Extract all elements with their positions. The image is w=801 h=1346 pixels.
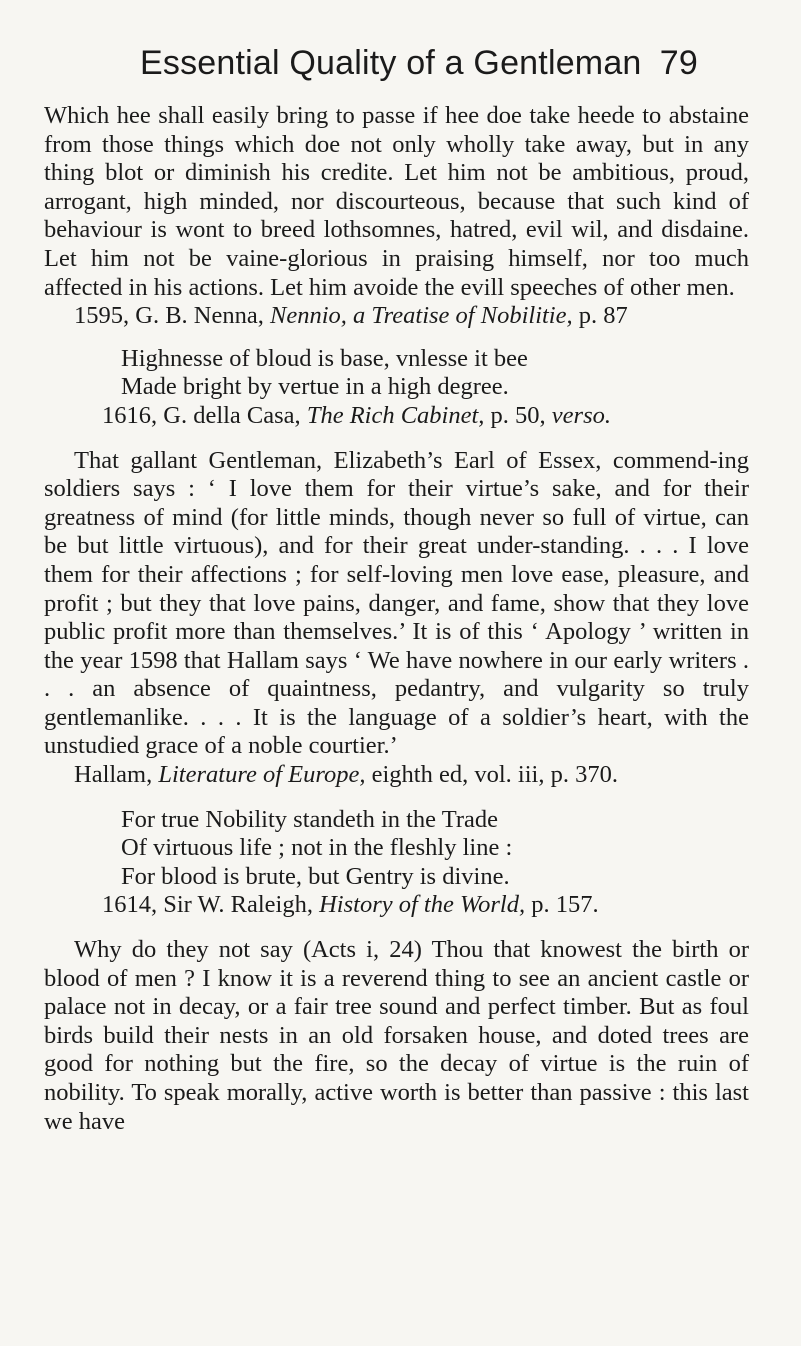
citation-della-casa-mid: p. 50, [484,401,552,429]
verse-line: For true Nobility standeth in the Trade [121,805,498,833]
citation-hallam-title: Literature of Europe, [158,761,366,789]
verse-della-casa [121,345,749,402]
verse-line: Of virtuous life ; not in the fleshly line : [121,834,513,862]
verse-line: Highnesse of bloud is base, vnlesse it bee [121,344,528,372]
citation-raleigh-suffix: p. 157. [525,891,599,919]
citation-nenna-title: Nennio, a Treatise of Nobilitie, [269,302,573,330]
citation-nenna [44,302,749,331]
citation-della-casa-verso: verso. [551,401,611,429]
passage-essex: That gallant Gentleman, Elizabeth’s Earl of Essex, commend-ing soldiers says : ‘ I love them for their virtue’s sake, and for their greatness of mind (for little minds, though never so full of virtue, can be but little virtuous), and for their great under-standing. . . . I love them for their affections ; for self-loving men love ease, pleasure, and profit ; but they that love pains, danger, and fame, show that they love public profit more than themselves.’ It is of this ‘ Apology ’ written in the year 1598 that Hallam says ‘ We have nowhere in our early writers . . . an absence of quaintness, pedantry, and vulgarity so truly gentlemanlike. . . . It is the language of a soldier’s heart, with the unstudied grace of a noble courtier.’ [44,446,749,760]
citation-nenna-prefix: 1595, G. B. Nenna, [74,302,270,330]
citation-hallam [44,761,749,790]
passage-acts: Why do they not say (Acts i, 24) Thou that knowest the birth or blood of men ? I know it is a reverend thing to see an ancient castle or palace not in decay, or a fair tree sound and perfect timber. But as foul birds build their nests in an old forsaken house, and doted trees are good for nothing but the fire, so the decay of virtue is the ruin of nobility. To speak morally, active worth is better than passive : this last we have [44,936,749,1135]
citation-della-casa-prefix: 1616, G. della Casa, [102,401,307,429]
citation-raleigh-title: History of the World, [319,891,526,919]
citation-raleigh-prefix: 1614, Sir W. Raleigh, [102,891,320,919]
verse-line: For blood is brute, but Gentry is divine. [121,862,510,890]
citation-della-casa [44,402,749,431]
citation-hallam-prefix: Hallam, [74,761,159,789]
body-text [44,102,749,1136]
verse-raleigh [121,806,749,892]
page-number: 79 [659,44,698,82]
citation-della-casa-title: The Rich Cabinet, [306,401,485,429]
passage-nenna: Which hee shall easily bring to passe if hee doe take heede to abstaine from those things which doe not only wholly take away, but in any thing blot or diminish his credite. Let him not be ambitious, proud, arrogant, high minded, nor discourteous, because that such kind of behaviour is wont to breed lothsomnes, hatred, evil wil, and disdaine. Let him not be vaine-glorious in praising himself, nor too much affected in his actions. Let him avoide the evill speeches of other men. [44,102,749,301]
running-head-title: Essential Quality of a Gentleman [140,44,642,82]
verse-line: Made bright by vertue in a high degree. [121,373,509,401]
citation-hallam-suffix: eighth ed, vol. iii, p. 370. [365,761,618,789]
citation-nenna-suffix: p. 87 [572,302,628,330]
citation-raleigh [44,891,749,920]
running-head [128,44,698,94]
